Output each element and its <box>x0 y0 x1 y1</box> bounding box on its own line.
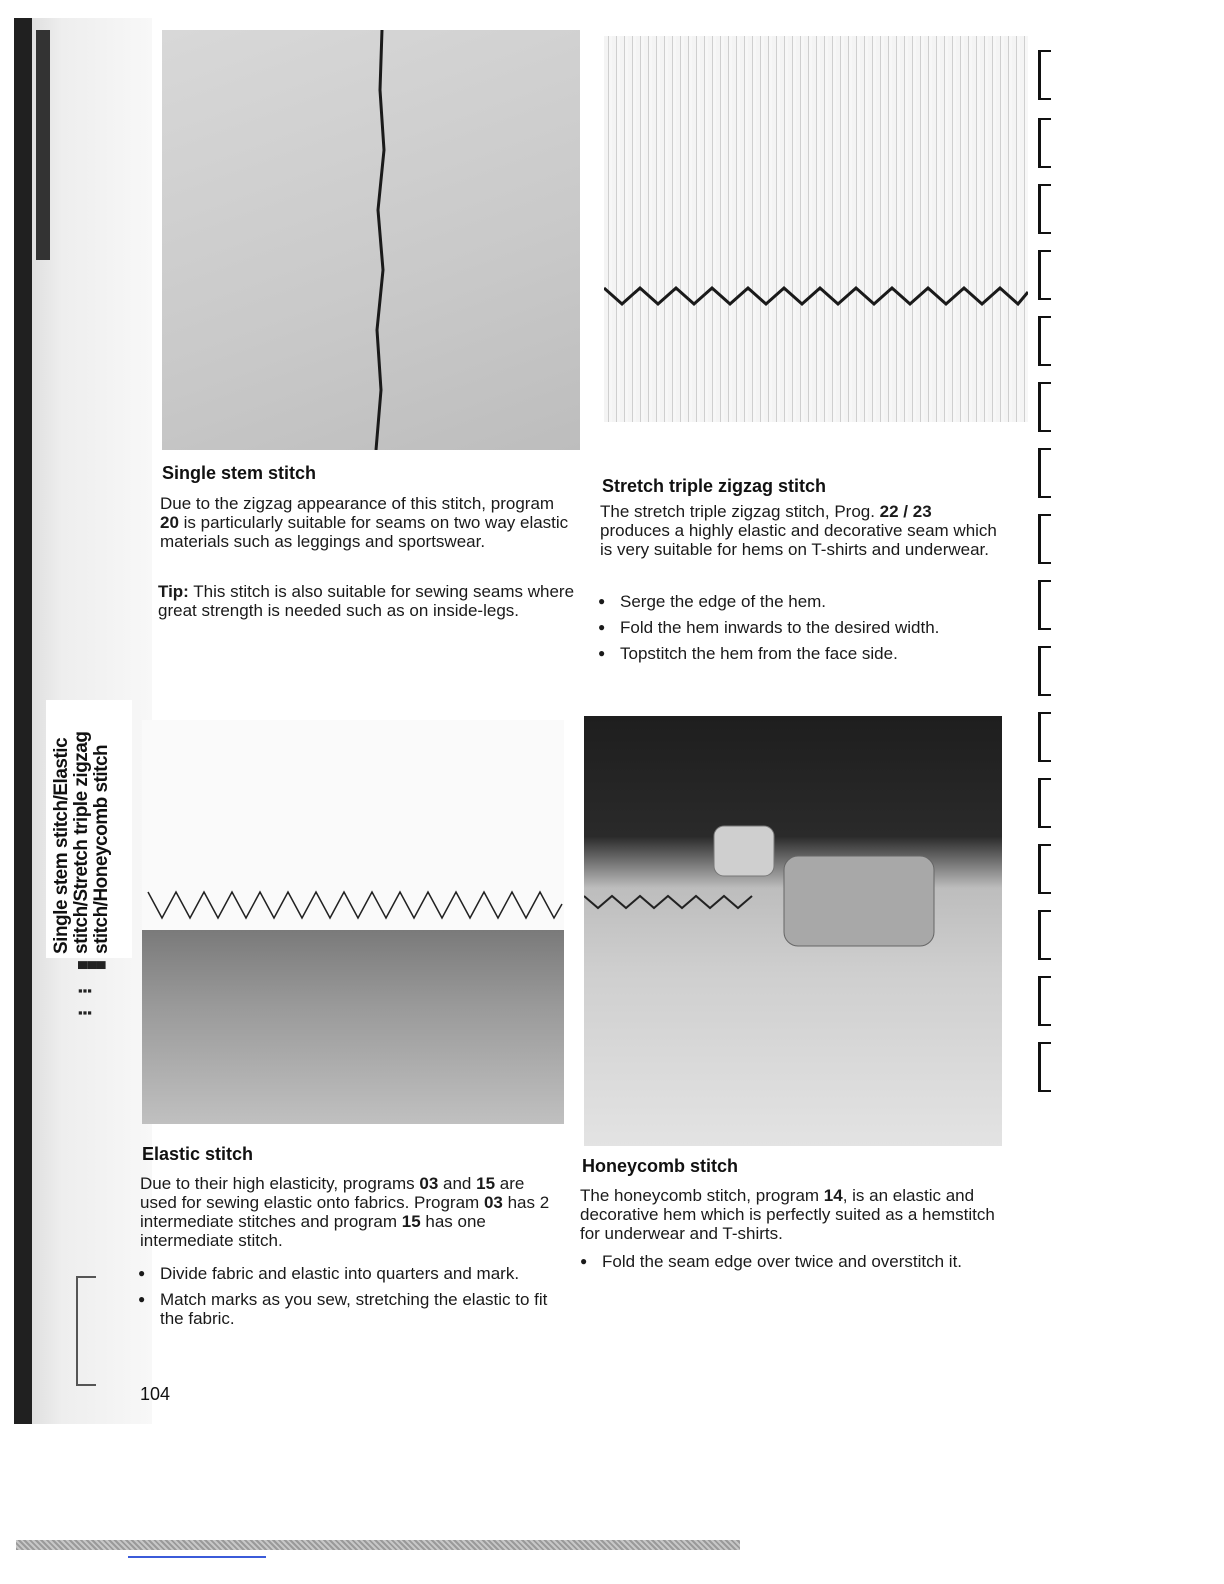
honeycomb-steps <box>580 1252 986 1278</box>
elastic-steps <box>138 1264 550 1335</box>
list-item: ● Topstitch the hem from the face side. <box>598 644 998 663</box>
stretch-triple-description: The stretch triple zigzag stitch, Prog. 22 / 23 produces a highly elastic and decorative seam which is very suitable for hems on T-shirts and underwear. <box>600 502 997 559</box>
single-stem-stitch-photo <box>162 30 580 450</box>
gathered-fabric <box>142 930 564 1124</box>
ring-icon <box>1038 844 1051 894</box>
ring-icon <box>1038 250 1051 300</box>
chapter-tab-line: stitch/Honeycomb stitch <box>91 744 112 954</box>
chapter-tab-line: stitch/Stretch triple zigzag <box>71 731 92 954</box>
ring-icon <box>1038 1042 1051 1092</box>
ring-icon <box>1038 382 1051 432</box>
honeycomb-seam <box>584 896 752 908</box>
single-stem-description: Due to the zigzag appearance of this stitch, program 20 is particularly suitable for seams on two way elastic materials such as leggings and sportswear. <box>160 494 569 551</box>
single-stem-tip: Tip: This stitch is also suitable for sewing seams where great strength is needed such as on inside-legs. <box>158 582 575 620</box>
honeycomb-title: Honeycomb stitch <box>582 1156 739 1176</box>
honeycomb-stitch-photo <box>584 716 1002 1146</box>
footer-link-underline <box>128 1556 266 1558</box>
ring-icon <box>1038 514 1051 564</box>
elastic-title: Elastic stitch <box>142 1144 254 1164</box>
chapter-tab-line: Single stem stitch/Elastic <box>51 737 72 954</box>
list-item: ● Match marks as you sew, stretching the elastic to fit the fabric. <box>138 1290 550 1328</box>
list-item: ● Divide fabric and elastic into quarters and mark. <box>138 1264 550 1283</box>
honeycomb-description: The honeycomb stitch, program 14, is an elastic and decorative hem which is perfectly suited as a hemstitch for underwear and T-shirts. <box>580 1186 995 1243</box>
stretch-triple-zigzag-photo <box>604 36 1028 422</box>
ring-icon <box>1038 976 1051 1026</box>
list-item: ● Fold the hem inwards to the desired width. <box>598 618 998 637</box>
ring-icon <box>1038 316 1051 366</box>
ring-icon <box>1038 910 1051 960</box>
ring-icon <box>1038 184 1051 234</box>
list-item: ● Fold the seam edge over twice and overstitch it. <box>580 1252 986 1271</box>
binding-rings <box>1032 40 1072 1440</box>
binding-edge-shadow <box>36 30 50 260</box>
ring-icon <box>1038 646 1051 696</box>
stem-stitch-line <box>162 30 580 450</box>
ring-icon <box>1038 712 1051 762</box>
scan-artifact-bar <box>16 1540 740 1550</box>
elastic-stitch-photo <box>142 720 564 1124</box>
tab-edge-marks: ▀▀▀ ▪▪▪ ▪▪▪ <box>78 961 106 1020</box>
triple-zigzag-line <box>604 36 1028 422</box>
stretch-triple-title: Stretch triple zigzag stitch <box>602 476 827 496</box>
ring-icon <box>1038 50 1051 100</box>
ring-icon <box>1038 580 1051 630</box>
elastic-description: Due to their high elasticity, programs 03 and 15 are used for sewing elastic onto fabrics. Program 03 has 2 intermediate stitches and program 15 has one intermediate stitch. <box>140 1174 550 1250</box>
list-item: ● Serge the edge of the hem. <box>598 592 998 611</box>
single-stem-title: Single stem stitch <box>162 463 317 483</box>
presser-foot-icon <box>714 826 774 876</box>
ring-icon <box>1038 118 1051 168</box>
stretch-triple-steps <box>598 592 998 670</box>
ring-icon <box>1038 448 1051 498</box>
chapter-tab <box>46 700 132 958</box>
binding-edge <box>14 18 32 1424</box>
side-bracket <box>76 1276 96 1386</box>
ring-icon <box>1038 778 1051 828</box>
presser-foot-illustration <box>584 716 1002 1146</box>
page-number: 104 <box>140 1384 171 1404</box>
